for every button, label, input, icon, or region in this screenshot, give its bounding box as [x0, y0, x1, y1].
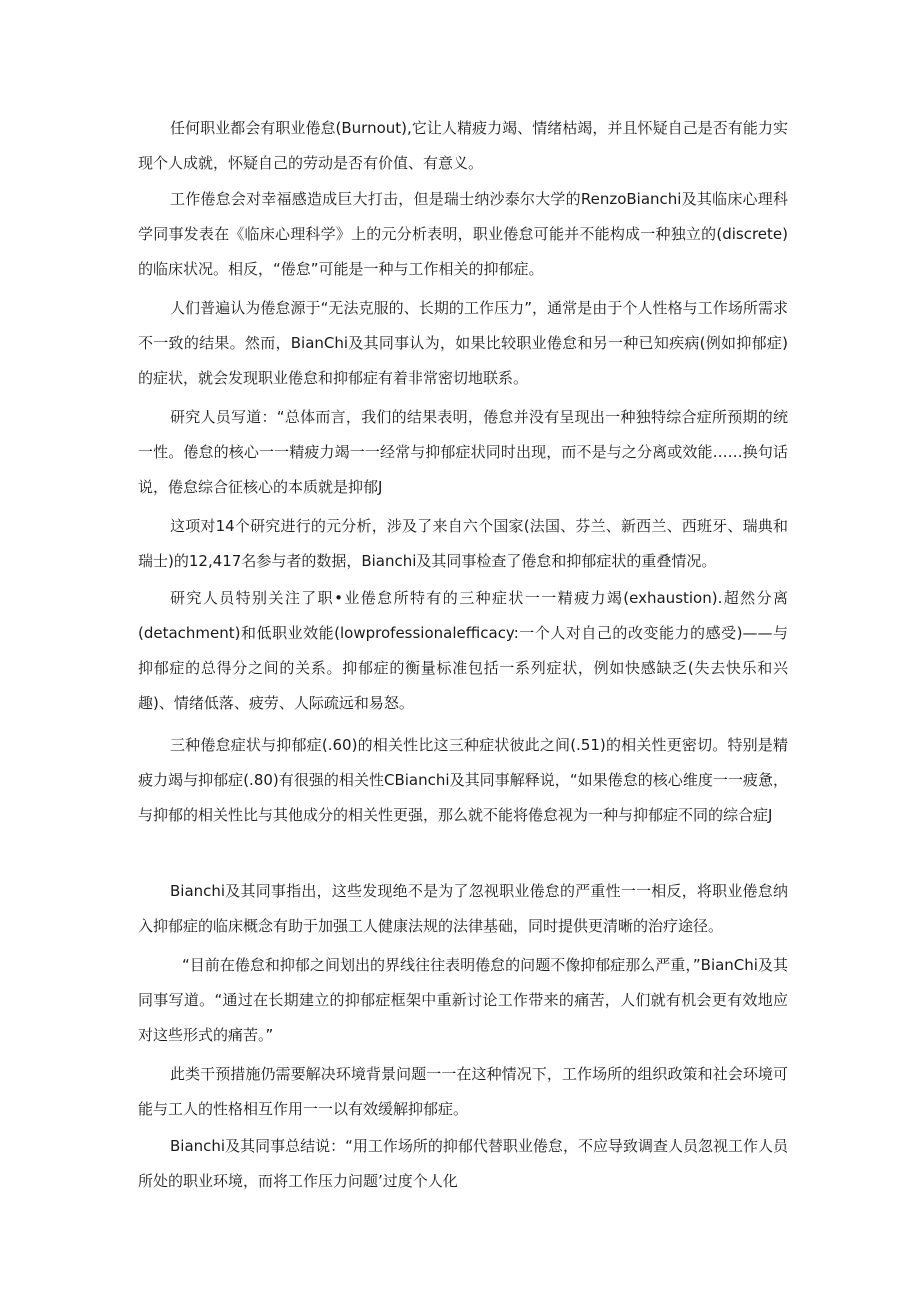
paragraph-8: Bianchi及其同事指出，这些发现绝不是为了忽视职业倦怠的严重性一一相反，将职业倦怠纳入抑郁症的临床概念有助于加强工人健康法规的法律基础，同时提供更清晰的治疗途径。	[138, 882, 788, 935]
paragraph-4: 研究人员写道：“总体而言，我们的结果表明，倦怠并没有呈现出一种独特综合症所预期的统一性。倦怠的核心一一精疲力竭一一经常与抑郁症状同时出现，而不是与之分离或效能……换句话说，倦怠综合征核心的本质就是抑郁J	[138, 408, 788, 496]
paragraph-9: “目前在倦怠和抑郁之间划出的界线往往表明倦怠的问题不像抑郁症那么严重，”BianChi及其同事写道。“通过在长期建立的抑郁症框架中重新讨论工作带来的痛苦，人们就有机会更有效地应对这些形式的痛苦。”	[138, 956, 788, 1044]
paragraph-11: Bianchi及其同事总结说：“用工作场所的抑郁代替职业倦怠，不应导致调查人员忽视工作人员所处的职业环境，而将工作压力问题’过度个人化	[138, 1137, 788, 1190]
paragraph-6: 研究人员特别关注了职•业倦怠所特有的三种症状一一精疲力竭(exhaustion).超然分离(detachment)和低职业效能(lowprofessionalefficacy:一个人对自己的改变能力的感受)——与抑郁症的总得分之间的关系。抑郁症的衡量标准包括一系列症状，例如快感缺乏(失去快乐和兴趣)、情绪低落、疲劳、人际疏远和易怒。	[138, 589, 788, 712]
paragraph-3: 人们普遍认为倦怠源于“无法克服的、长期的工作压力”，通常是由于个人性格与工作场所需求不一致的结果。然而，BianChi及其同事认为，如果比较职业倦怠和另一种已知疾病(例如抑郁症)的症状，就会发现职业倦怠和抑郁症有着非常密切地联系。	[138, 299, 788, 387]
paragraph-2: 工作倦怠会对幸福感造成巨大打击，但是瑞士纳沙泰尔大学的RenzoBianchi及其临床心理科学同事发表在《临床心理科学》上的元分析表明，职业倦怠可能并不能构成一种独立的(discrete)的临床状况。相反，“倦怠”可能是一种与工作相关的抑郁症。	[138, 190, 788, 278]
paragraph-10: 此类干预措施仍需要解决环境背景问题一一在这种情况下，工作场所的组织政策和社会环境可能与工人的性格相互作用一一以有效缓解抑郁症。	[138, 1065, 788, 1118]
paragraph-5: 这项对14个研究进行的元分析，涉及了来自六个国家(法国、芬兰、新西兰、西班牙、瑞典和瑞士)的12,417名参与者的数据，Bianchi及其同事检查了倦怠和抑郁症状的重叠情况。	[138, 517, 788, 570]
paragraph-7: 三种倦怠症状与抑郁症(.60)的相关性比这三种症状彼此之间(.51)的相关性更密切。特别是精疲力竭与抑郁症(.80)有很强的相关性CBianchi及其同事解释说，“如果倦怠的核心维度一一疲惫，与抑郁的相关性比与其他成分的相关性更强，那么就不能将倦怠视为一种与抑郁症不同的综合症J	[138, 736, 788, 824]
paragraph-1: 任何职业都会有职业倦怠(Burnout),它让人精疲力竭、情绪枯竭，并且怀疑自己是否有能力实现个人成就，怀疑自己的劳动是否有价值、有意义。	[138, 119, 788, 172]
